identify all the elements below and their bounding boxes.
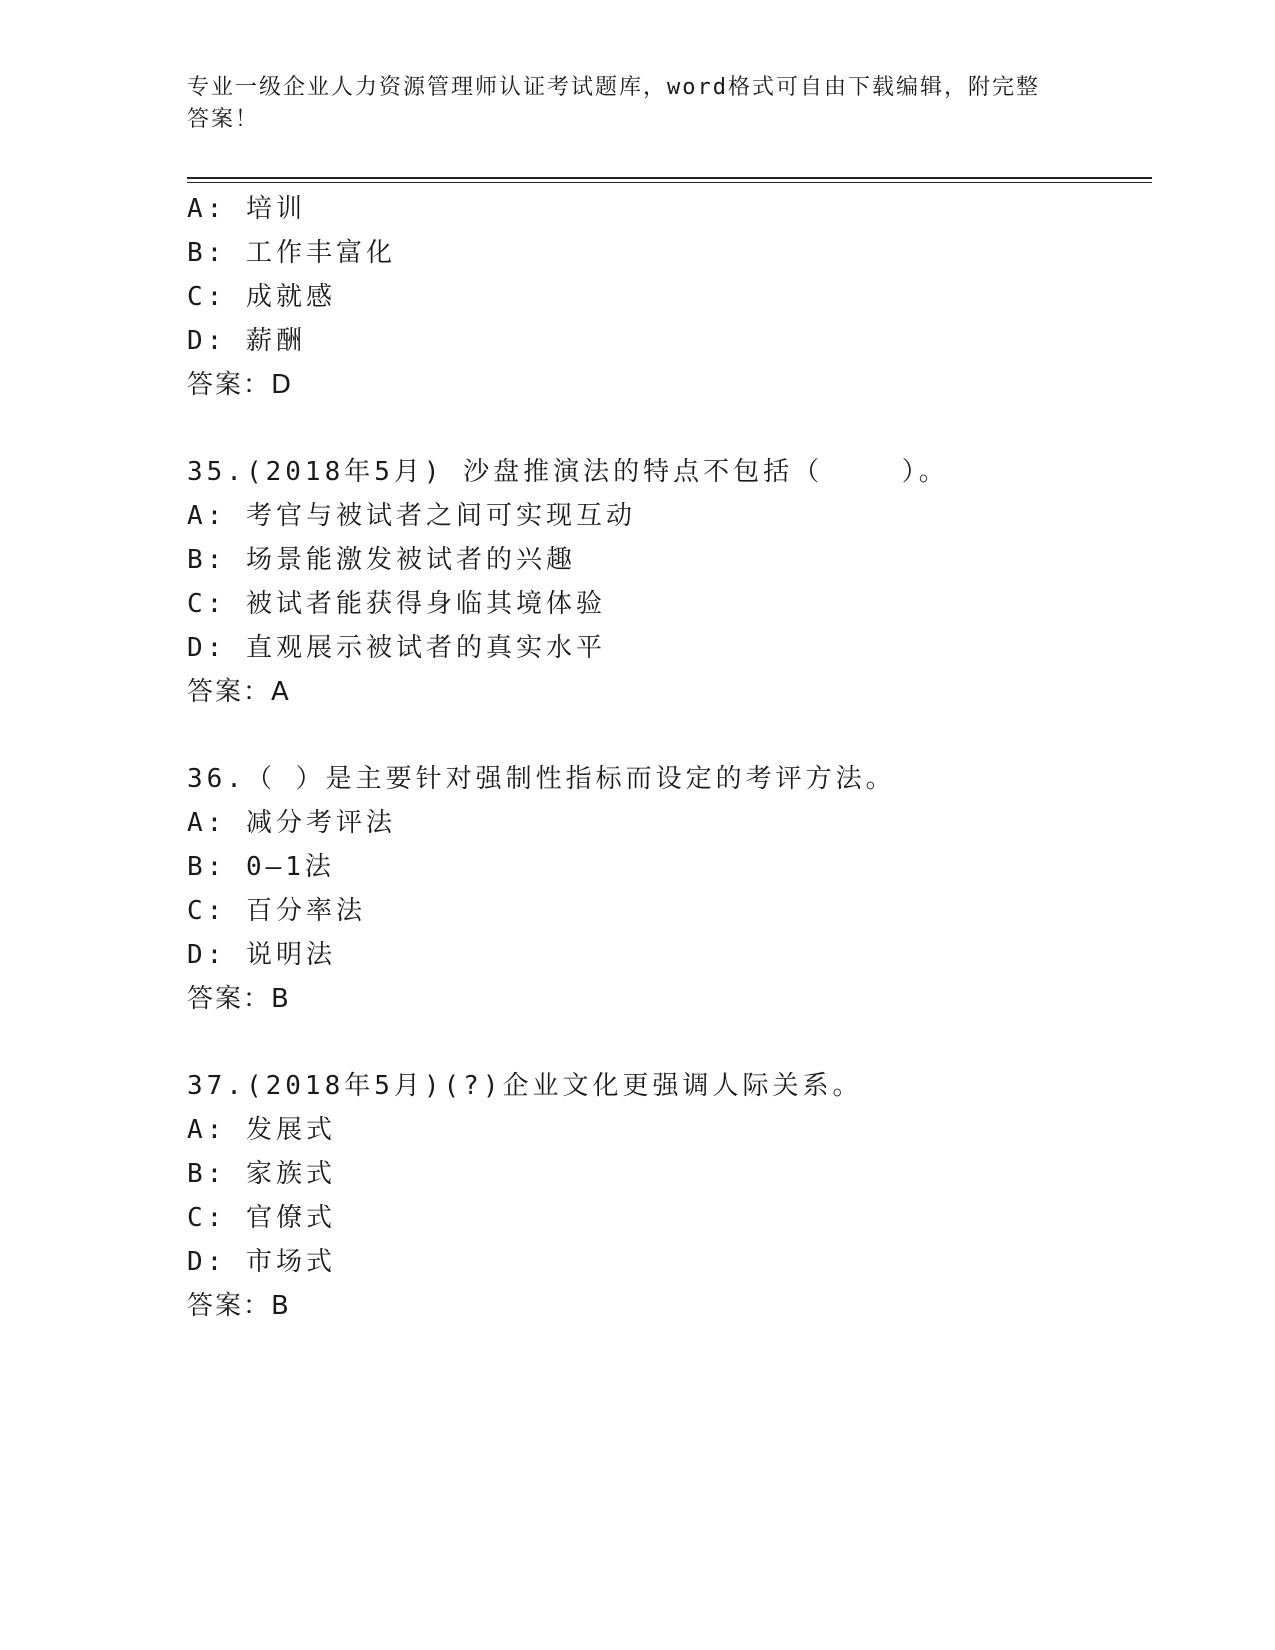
header-line-1: 专业一级企业人力资源管理师认证考试题库，word格式可自由下载编辑，附完整 [187, 75, 1040, 100]
option-b: B: 家族式 [187, 1159, 336, 1189]
answer: 答案：B [187, 984, 291, 1014]
option-a: A: 减分考评法 [187, 808, 396, 838]
answer: 答案：D [187, 370, 294, 400]
answer: 答案：A [187, 677, 291, 707]
option-a: A: 培训 [187, 194, 306, 224]
answer: 答案：B [187, 1291, 291, 1321]
option-c: C: 成就感 [187, 282, 336, 312]
option-a: A: 发展式 [187, 1115, 336, 1145]
option-b: B: 0—1法 [187, 852, 335, 882]
option-a: A: 考官与被试者之间可实现互动 [187, 501, 636, 531]
document-header [187, 72, 1067, 136]
header-rule [187, 177, 1152, 179]
question-35: 35.(2018年5月) 沙盘推演法的特点不包括（ ）。 [187, 457, 949, 487]
header-line-2: 答案！ [187, 107, 260, 132]
question-37: 37.(2018年5月)(?)企业文化更强调人际关系。 [187, 1071, 863, 1101]
header-rule-thin [187, 182, 1152, 183]
option-b: B: 工作丰富化 [187, 238, 396, 268]
option-c: C: 被试者能获得身临其境体验 [187, 589, 606, 619]
option-d: D: 市场式 [187, 1247, 336, 1277]
question-36: 36.（ ）是主要针对强制性指标而设定的考评方法。 [187, 764, 896, 794]
option-b: B: 场景能激发被试者的兴趣 [187, 545, 576, 575]
option-d: D: 说明法 [187, 940, 336, 970]
option-c: C: 官僚式 [187, 1203, 336, 1233]
option-d: D: 薪酬 [187, 326, 306, 356]
option-d: D: 直观展示被试者的真实水平 [187, 633, 606, 663]
option-c: C: 百分率法 [187, 896, 366, 926]
